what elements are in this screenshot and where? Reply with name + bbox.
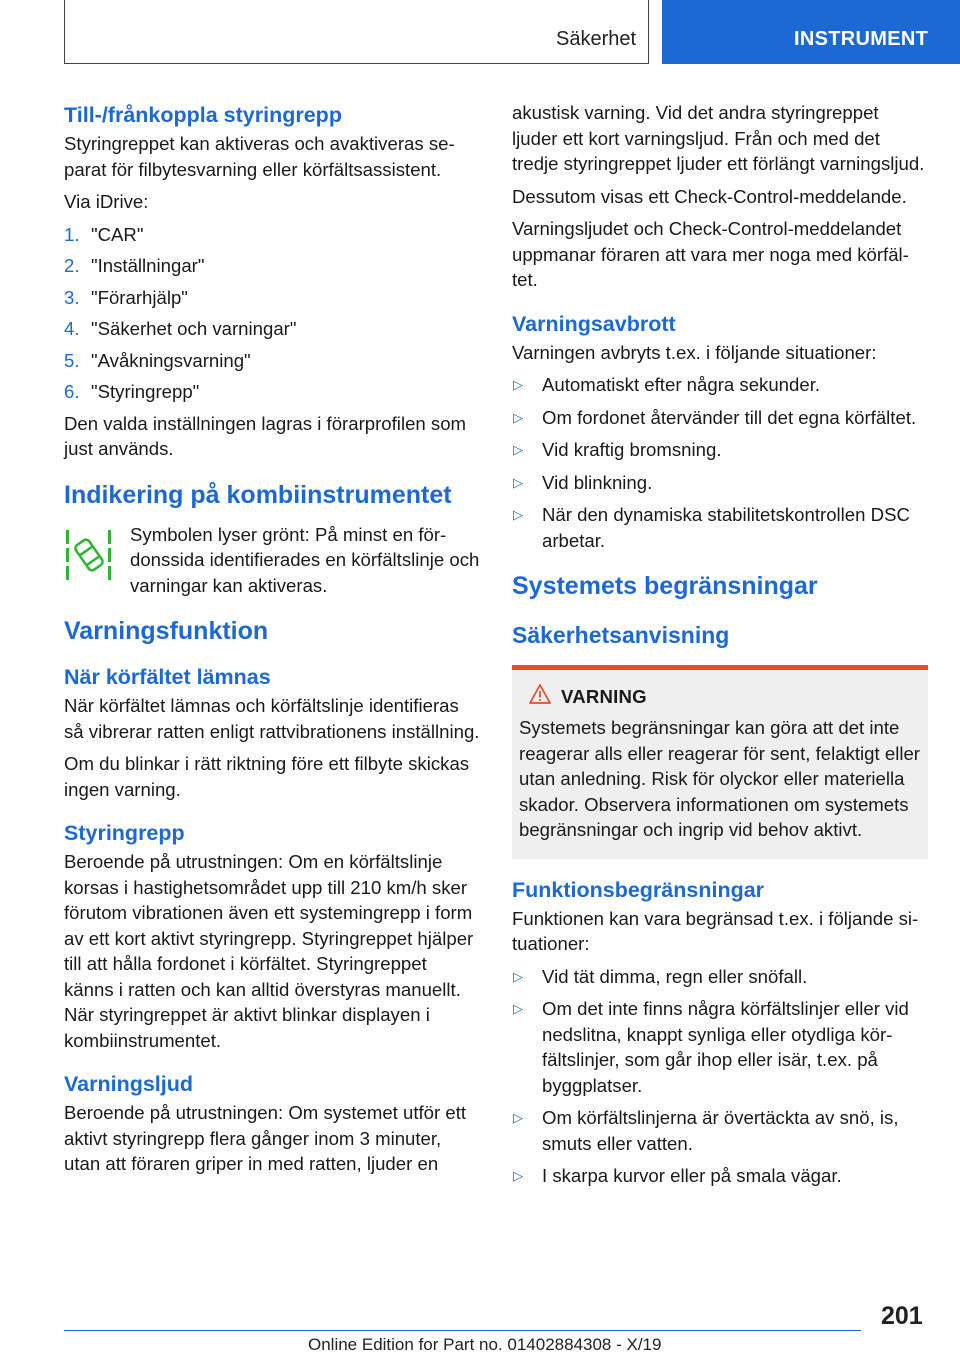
list-item	[64, 253, 480, 279]
para-leave-2: Om du blinkar i rätt riktning före ett filbyte skickas ingen varning.	[64, 753, 470, 800]
list-item: ▷ Vid tät dimma, regn eller snöfall.	[512, 964, 928, 990]
bullet-triangle-icon: ▷	[513, 377, 523, 392]
step-number: 5.	[64, 349, 80, 371]
list-item	[64, 379, 480, 405]
idrive-steps-list	[64, 222, 480, 405]
heading-warning-abort: Varningsavbrott	[512, 311, 676, 336]
step-text: "Säkerhet och varningar"	[91, 318, 297, 339]
para-urge: Varningsljudet och Check-Control-meddelandet uppmanar föraren att vara mer noga med körfältet.	[512, 218, 909, 290]
para-saved: Den valda inställningen lagras i förarprofilen som just används.	[64, 412, 467, 459]
header-chapter-tab: INSTRUMENT	[662, 0, 960, 64]
list-item: ▷ Om fordonet återvänder till det egna körfältet.	[512, 405, 928, 431]
warning-box	[512, 665, 928, 859]
step-number: 2.	[64, 255, 80, 276]
footer-edition: Online Edition for Part no. 01402884308 - X/19	[308, 1335, 662, 1354]
para-function-limits: Funktionen kan vara begränsad t.ex. i följande situationer:	[512, 907, 919, 954]
bullet-triangle-icon: ▷	[513, 968, 523, 984]
para-steering: Beroende på utrustningen: Om en körfältslinje korsas i hastighetsområdet upp till 210 km/h sker förutom vibrationen även ett systemingrepp i form av ett kort aktivt styringrepp. Styringreppet hjälper till att hålla fordonet i körfältet. Styringreppet känns i ratten och kan alltid överstyras manuellt. När styringreppet är aktivt blinkar displayen i kombiinstrumentet.	[64, 851, 474, 1051]
para-via-idrive: Via iDrive:	[64, 191, 149, 212]
indicator-text: Symbolen lyser grönt: På minst en fördonssida identifierades en körfältslinje och varningar kan aktiveras.	[130, 523, 480, 596]
warning-header	[519, 684, 921, 709]
bullet-triangle-icon: ▷	[513, 507, 523, 522]
list-item	[64, 348, 480, 374]
bullet-triangle-icon: ▷	[513, 1110, 523, 1125]
warning-title: VARNING	[561, 685, 647, 707]
step-text: "Inställningar"	[91, 255, 205, 276]
step-number: 4.	[64, 318, 80, 339]
indicator-block	[64, 522, 480, 599]
step-number: 3.	[64, 286, 80, 308]
para-abort: Varningen avbryts t.ex. i följande situationer:	[512, 341, 877, 363]
warning-triangle-icon	[529, 684, 551, 709]
heading-toggle-steering: Till-/frånkoppla styringrepp	[64, 103, 342, 127]
list-item	[64, 316, 480, 342]
para-toggle: Styringreppet kan aktiveras och avaktiveras separat för filbytesvarning eller körfältsassistent.	[64, 133, 455, 180]
bullet-triangle-icon: ▷	[513, 474, 523, 490]
left-column	[64, 100, 480, 1184]
para-warning-sound: Beroende på utrustningen: Om systemet utför ett aktivt styringrepp flera gånger inom 3 minuter, utan att föraren griper in med ratten, ljuder en	[64, 1102, 467, 1174]
limits-list	[512, 964, 928, 1189]
list-item: ▷ Om det inte finns några körfältslinjer eller vid nedslitna, knappt synliga eller otydliga körfältslinjer, som går ihop eller isär, t.ex. på byggplatser.	[512, 996, 928, 1098]
page-number: 201	[881, 1302, 923, 1330]
list-item: ▷ Om körfältslinjerna är övertäckta av snö, is, smuts eller vatten.	[512, 1105, 928, 1156]
bullet-triangle-icon: ▷	[513, 409, 523, 425]
heading-leave-lane: När körfältet lämnas	[64, 665, 271, 689]
heading-warning-function: Varningsfunktion	[64, 617, 269, 645]
heading-indicator: Indikering på kombiinstrumentet	[64, 480, 452, 509]
heading-safety-note: Säkerhetsanvisning	[512, 622, 730, 648]
para-leave-1: När körfältet lämnas och körfältslinje identifieras så vibrerar ratten enligt rattvibrationens inställning.	[64, 695, 480, 742]
step-number: 6.	[64, 381, 80, 402]
list-item: ▷ När den dynamiska stabilitetskontrollen DSC arbetar.	[512, 502, 928, 553]
para-continued: akustisk varning. Vid det andra styringreppet ljuder ett kort varningsljud. Från och med det tredje styringreppet ljuder ett förlängt varningsljud.	[512, 102, 925, 174]
para-check-control: Dessutom visas ett Check-Control-meddelande.	[512, 185, 907, 207]
step-text: "Avåkningsvarning"	[91, 349, 251, 371]
heading-warning-sound: Varningsljud	[64, 1072, 194, 1096]
list-item	[64, 285, 480, 311]
step-number: 1.	[64, 223, 80, 245]
list-item: ▷ Vid kraftig bromsning.	[512, 437, 928, 463]
bullet-triangle-icon: ▷	[513, 1001, 523, 1016]
list-item: ▷ I skarpa kurvor eller på smala vägar.	[512, 1163, 928, 1189]
right-column	[512, 100, 928, 1196]
step-text: "Styringrepp"	[91, 381, 200, 402]
list-item	[64, 222, 480, 248]
bullet-triangle-icon: ▷	[513, 442, 523, 457]
heading-steering-intervention: Styringrepp	[64, 821, 185, 845]
abort-list	[512, 372, 928, 553]
bullet-triangle-icon: ▷	[513, 1168, 523, 1183]
warning-body: Systemets begränsningar kan göra att det inte reagerar alls eller reagerar för sent, felaktigt eller utan anledning. Risk för olyckor eller materiella skador. Observera informationen om systemets begränsningar och ingrip vid behov aktivt.	[519, 717, 920, 840]
step-text: "Förarhjälp"	[91, 286, 188, 308]
list-item: ▷ Automatiskt efter några sekunder.	[512, 372, 928, 398]
step-text: "CAR"	[91, 223, 144, 245]
footer-divider	[64, 1330, 861, 1331]
header-section-label: Säkerhet	[556, 28, 637, 50]
lane-assist-icon	[64, 522, 130, 599]
heading-function-limits: Funktionsbegränsningar	[512, 877, 765, 902]
heading-system-limits: Systemets begränsningar	[512, 572, 818, 600]
list-item: ▷ Vid blinkning.	[512, 470, 928, 496]
